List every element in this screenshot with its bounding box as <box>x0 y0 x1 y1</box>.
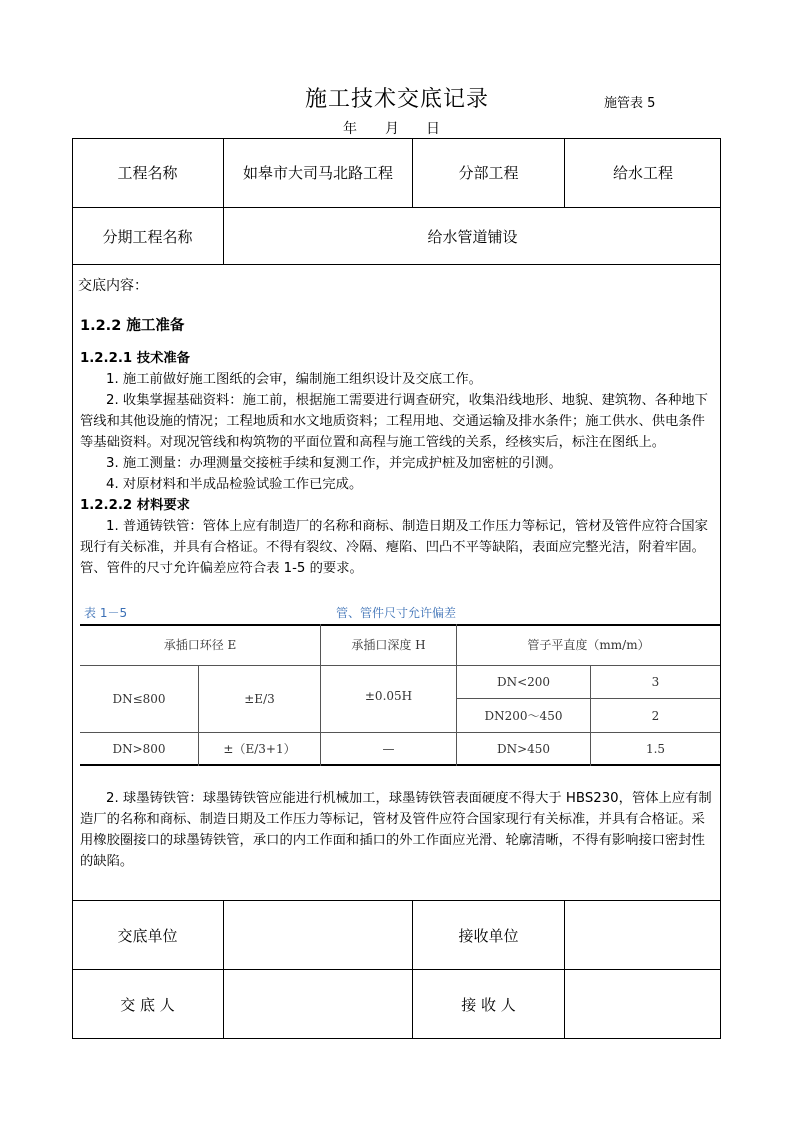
table-caption-number: 表 1－5 <box>84 606 128 620</box>
material-item: 1. 普通铸铁管：管体上应有制造厂的名称和商标、制造日期及工作压力等标记，管材及管件应符合国家现行有关标准，并具有合格证。不得有裂纹、冷隔、瘪陷、凹凸不平等缺陷，表面应完整光洁，附着牢固。管、管件的尺寸允许偏差应符合表 1-5 的要求。 <box>80 519 708 576</box>
table-cell: ±（E/3+1） <box>223 742 296 756</box>
project-name-label: 工程名称 <box>117 164 178 182</box>
receiver-label: 接 收 人 <box>461 995 516 1014</box>
receiver-field[interactable] <box>565 970 721 1038</box>
receiver-unit-field[interactable] <box>565 901 721 969</box>
tolerance-table <box>80 624 720 766</box>
date-year: 年 <box>343 121 357 137</box>
issuer-unit-label: 交底单位 <box>117 926 178 945</box>
material-block-2 <box>80 788 716 872</box>
issuer-field[interactable] <box>224 970 412 1038</box>
table-cell: DN>450 <box>496 741 551 756</box>
sub-project-value: 给水工程 <box>612 164 673 182</box>
content-intro-label: 交底内容： <box>78 278 148 294</box>
table-cell: 1.5 <box>645 741 666 756</box>
tech-item: 1. 施工前做好施工图纸的会审，编制施工组织设计及交底工作。 <box>106 372 482 387</box>
date-day: 日 <box>426 121 440 137</box>
tech-item: 4. 对原材料和半成品检验试验工作已完成。 <box>106 477 363 492</box>
table-cell: ±0.05H <box>364 689 413 703</box>
tech-prep-block <box>80 348 716 579</box>
material-item: 2. 球墨铸铁管：球墨铸铁管应能进行机械加工，球墨铸铁管表面硬度不得大于 HBS230，管体上应有制造厂的名称和商标、制造日期及工作压力等标记，管材及管件应符合国家现行有关标准，并具有合格证。采用橡胶圈接口的球墨铸铁管，承口的内工作面和插口的外工作面应光滑、轮廓清晰，不得有影响接口密封性的缺陷。 <box>80 791 712 869</box>
section-title: 1.2.2 施工准备 <box>80 318 185 334</box>
table-header: 承插口环径 E <box>163 638 237 652</box>
table-bottom-rule <box>80 764 720 766</box>
phase-label: 分期工程名称 <box>102 227 193 246</box>
table-cell: 3 <box>651 675 660 689</box>
table-cell: DN200～450 <box>484 709 563 723</box>
receiver-unit-label: 接收单位 <box>458 926 519 945</box>
table-cell: DN<200 <box>496 675 551 689</box>
form-number: 施管表 5 <box>604 96 656 111</box>
table-caption-title: 管、管件尺寸允许偏差 <box>336 606 457 620</box>
table-header: 承插口深度 H <box>351 638 426 652</box>
tech-item: 3. 施工测量：办理测量交接桩手续和复测工作，并完成护桩及加密桩的引测。 <box>106 456 562 471</box>
sub-project-label: 分部工程 <box>458 164 519 182</box>
tech-prep-title: 1.2.2.1 技术准备 <box>80 351 190 366</box>
table-cell: — <box>382 741 395 756</box>
material-title: 1.2.2.2 材料要求 <box>80 498 190 513</box>
tech-item: 2. 收集掌握基础资料：施工前，根据施工需要进行调查研究，收集沿线地形、地貌、建筑物、各种地下管线和其他设施的情况；工程地质和水文地质资料；工程用地、交通运输及排水条件；施工供水、供电条件等基础资料。对现况管线和构筑物的平面位置和高程与施工管线的关系，经核实后，标注在图纸上。 <box>80 393 708 450</box>
date-month: 月 <box>385 121 399 137</box>
table-cell: ±E/3 <box>244 692 275 706</box>
issuer-label: 交 底 人 <box>120 995 175 1014</box>
table-cell: 2 <box>651 708 660 723</box>
table-cell: DN>800 <box>112 741 166 756</box>
phase-value: 给水管道铺设 <box>427 227 518 246</box>
document-title: 施工技术交底记录 <box>304 87 489 112</box>
issuer-unit-field[interactable] <box>224 901 412 969</box>
table-header: 管子平直度（mm/m） <box>527 638 650 652</box>
project-name-value: 如皋市大司马北路工程 <box>242 164 393 182</box>
table-cell: DN≤800 <box>112 692 166 706</box>
row-divider <box>72 264 721 265</box>
